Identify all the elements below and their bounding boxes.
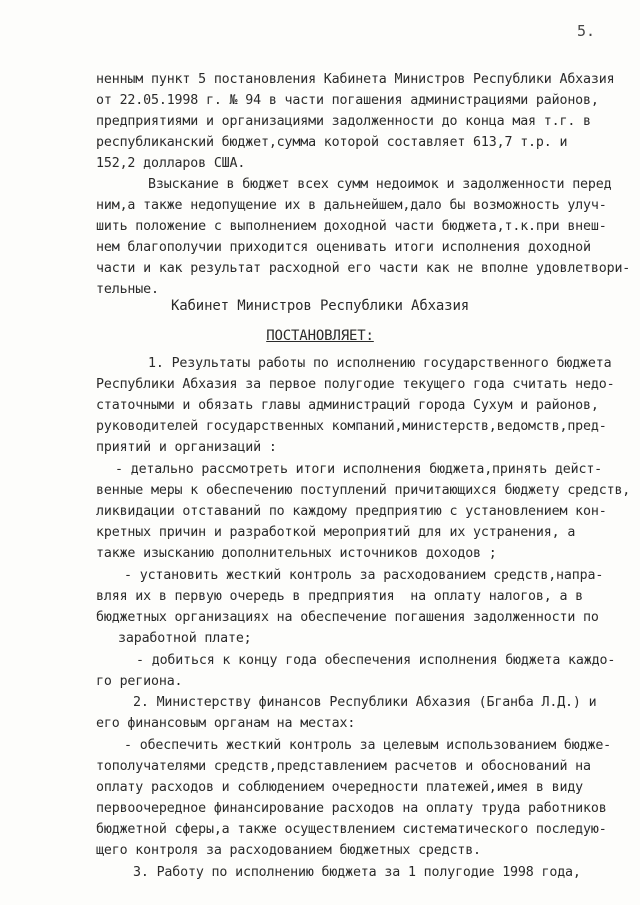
- sub-item-line: - детально рассмотреть итоги исполнения бюджета,принять дейст-: [115, 462, 603, 477]
- text-line: от 22.05.1998 г. № 94 в части погашения администрациями районов,: [96, 93, 599, 108]
- sub-item-line: оплату расходов и соблюдением очередности платежей,имея в виду: [96, 780, 584, 795]
- page-number: 5.: [577, 22, 596, 40]
- text-line: нем благополучии приходится оценивать итоги исполнения доходной: [96, 240, 591, 255]
- sub-item-line: го региона.: [96, 674, 183, 689]
- sub-item-line: венные меры к обеспечению поступлений причитающихся бюджету средств,: [96, 483, 631, 498]
- sub-item-line: щего контроля за расходованием бюджетных средств.: [96, 843, 481, 858]
- sub-item-line: - установить жесткий контроль за расходованием средств,напра-: [124, 568, 604, 583]
- text-line: предприятиями и организациями задолженности до конца мая т.г. в: [96, 114, 591, 129]
- sub-item-line: - добиться к концу года обеспечения исполнения бюджета каждо-: [136, 653, 616, 668]
- issuer-line: Кабинет Министров Республики Абхазия: [170, 298, 470, 314]
- item-2-line: его финансовым органам на местах:: [96, 716, 356, 731]
- sub-item-line: заработной плате;: [118, 631, 252, 646]
- item-1-line: приятий и организаций :: [96, 440, 277, 455]
- sub-item-line: кретных причин и разработкой мероприятий для их устранения, а: [96, 525, 576, 540]
- item-1-line: 1. Результаты работы по исполнению государственного бюджета: [148, 356, 612, 371]
- item-1-line: Республики Абхазия за первое полугодие текущего года считать недо-: [96, 377, 615, 392]
- item-3-line: 3. Работу по исполнению бюджета за 1 полугодие 1998 года,: [133, 865, 581, 880]
- text-line: шить положение с выполнением доходной части бюджета,т.к.при внеш-: [96, 219, 607, 234]
- sub-item-line: бюджетных организациях на обеспечение погашения задолженности по: [96, 610, 599, 625]
- sub-item-line: первоочередное финансирование расходов на оплату труда работников: [96, 801, 607, 816]
- decree-heading: ПОСТАНОВЛЯЕТ:: [266, 328, 374, 344]
- sub-item-line: тополучателями средств,представлением расчетов и обоснований на: [96, 759, 591, 774]
- sub-item-line: также изысканию дополнительных источников доходов ;: [96, 546, 497, 561]
- item-1-line: статочными и обязать главы администраций города Сухум и районов,: [96, 398, 599, 413]
- item-1-line: руководителей государственных компаний,министерств,ведомств,пред-: [96, 419, 607, 434]
- item-2-line: 2. Министерству финансов Республики Абхазия (Бганба Л.Д.) и: [133, 695, 597, 710]
- sub-item-line: - обеспечить жесткий контроль за целевым использованием бюдже-: [124, 738, 612, 753]
- text-line: ненным пункт 5 постановления Кабинета Министров Республики Абхазия: [96, 72, 615, 87]
- text-line: республиканский бюджет,сумма которой составляет 613,7 т.р. и: [96, 135, 568, 150]
- text-line: части и как результат расходной его части как не вполне удовлетвори-: [96, 261, 631, 276]
- sub-item-line: вляя их в первую очередь в предприятия на оплату налогов, а в: [96, 589, 584, 604]
- sub-item-line: ликвидации отставаний по каждому предприятию с установлением кон-: [96, 504, 607, 519]
- sub-item-line: бюджетной сферы,а также осуществлением систематического последую-: [96, 822, 607, 837]
- text-line: ним,а также недопущение их в дальнейшем,дало бы возможность улуч-: [96, 198, 607, 213]
- text-line: тельные.: [96, 282, 159, 297]
- text-line: Взыскание в бюджет всех сумм недоимок и задолженности перед: [148, 177, 612, 192]
- text-line: 152,2 долларов США.: [96, 156, 246, 171]
